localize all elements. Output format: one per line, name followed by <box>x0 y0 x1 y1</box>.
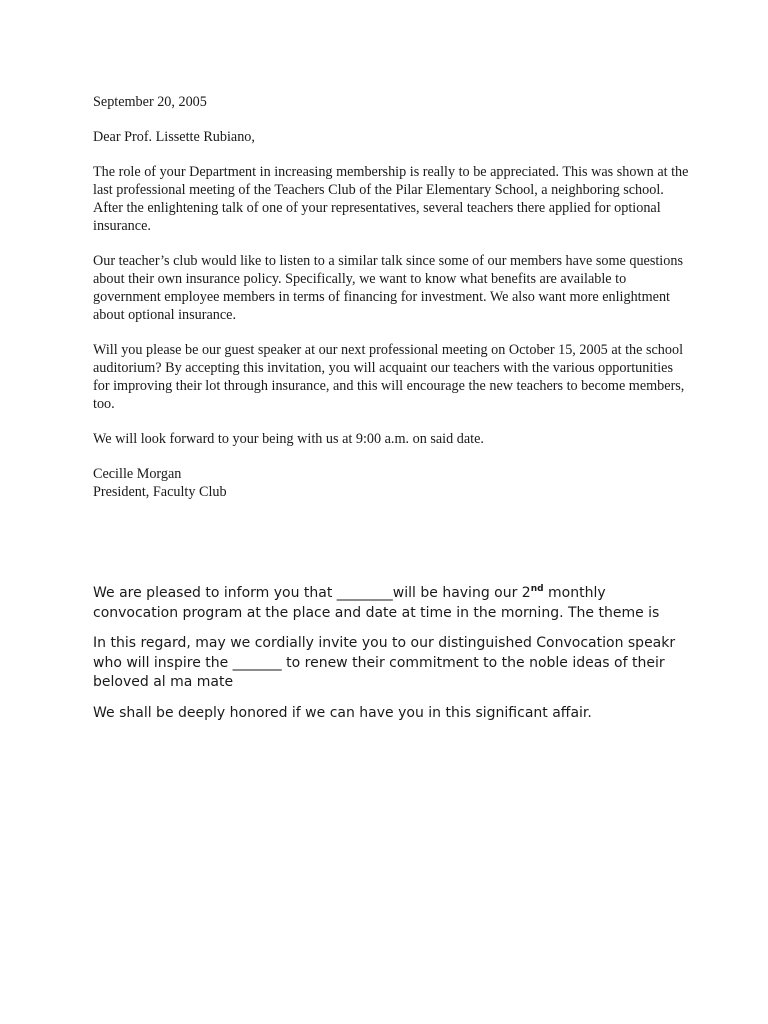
letter-salutation: Dear Prof. Lissette Rubiano, <box>93 129 255 145</box>
signer-name: Cecille Morgan <box>93 466 182 482</box>
draft-paragraph <box>93 584 693 623</box>
signer-title: President, Faculty Club <box>93 484 227 500</box>
draft-paragraph: In this regard, may we cordially invite you to our distinguished Convocation speakr who will inspire the _______ to renew their commitment to the noble ideas of their beloved al ma mate <box>93 635 676 690</box>
draft-text: We are pleased to inform you that ________will be having our 2 <box>93 585 531 601</box>
ordinal-suffix: nd <box>530 584 544 594</box>
convocation-draft <box>93 584 693 734</box>
letter-date: September 20, 2005 <box>93 94 207 110</box>
letter-paragraph: Will you please be our guest speaker at our next professional meeting on October 15, 2005 at the school auditorium? By accepting this invitation, you will acquaint our teachers with the various opportunities for improving their lot through insurance, and this will encourage the new teachers to become members, too. <box>93 342 685 412</box>
invitation-letter <box>93 93 693 501</box>
draft-text: monthly convocation program at the place and date at time in the morning. The theme is <box>93 585 660 621</box>
letter-paragraph: Our teacher’s club would like to listen to a similar talk since some of our members have some questions about their own insurance policy. Specifically, we want to know what benefits are available to government employee members in terms of financing for investment. We also want more enlightment about optional insurance. <box>93 253 683 323</box>
letter-paragraph: We will look forward to your being with us at 9:00 a.m. on said date. <box>93 431 484 447</box>
draft-paragraph: We shall be deeply honored if we can have you in this significant affair. <box>93 704 592 721</box>
letter-paragraph: The role of your Department in increasing membership is really to be appreciated. This was shown at the last professional meeting of the Teachers Club of the Pilar Elementary School, a neighboring school. After the enlightening talk of one of your representatives, several teachers there applied for optional insurance. <box>93 164 689 234</box>
